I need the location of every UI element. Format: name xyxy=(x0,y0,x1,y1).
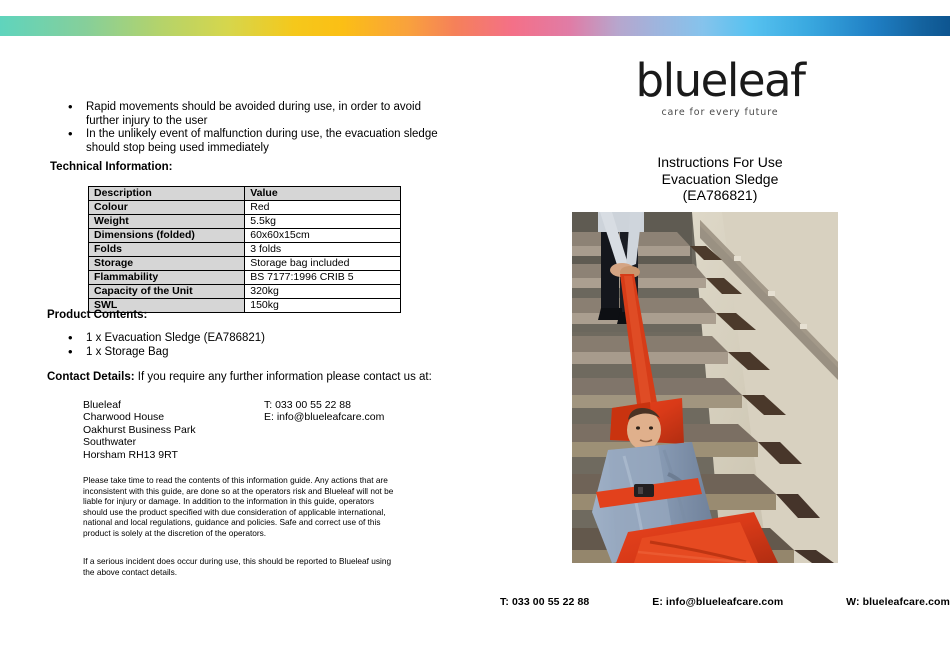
list-item xyxy=(50,128,450,155)
left-column xyxy=(0,0,470,672)
list-item xyxy=(50,101,450,128)
brand-logo-wordmark: blueleaf xyxy=(635,54,805,107)
cell-description: SWL xyxy=(89,299,245,313)
table-row xyxy=(89,271,401,285)
cell-description: Folds xyxy=(89,243,245,257)
cell-value: Red xyxy=(245,201,401,215)
brand-tagline: care for every future xyxy=(661,107,779,118)
technical-information-heading: Technical Information: xyxy=(50,161,173,173)
warnings-list xyxy=(50,101,450,155)
cell-description: Weight xyxy=(89,215,245,229)
cell-value: 320kg xyxy=(245,285,401,299)
warning-text: Rapid movements should be avoided during use, in order to avoid further injury to the user xyxy=(86,101,421,127)
page-title-line-2: Evacuation Sledge xyxy=(661,170,779,187)
cell-value: 3 folds xyxy=(245,243,401,257)
right-column xyxy=(470,0,950,672)
list-item xyxy=(50,332,430,346)
contact-phone-email-block xyxy=(264,399,384,424)
cell-description: Flammability xyxy=(89,271,245,285)
table-row xyxy=(89,257,401,271)
footer-website[interactable]: W: blueleafcare.com xyxy=(846,596,950,608)
cell-description: Colour xyxy=(89,201,245,215)
product-contents-text: 1 x Storage Bag xyxy=(86,345,169,358)
contact-details-intro: If you require any further information please contact us at: xyxy=(137,371,432,383)
page-title xyxy=(580,154,860,204)
cell-value: Storage bag included xyxy=(245,257,401,271)
contact-details-heading: Contact Details: xyxy=(47,371,135,383)
address-line: Blueleaf xyxy=(83,399,121,411)
cell-value: 5.5kg xyxy=(245,215,401,229)
product-contents-heading: Product Contents: xyxy=(47,309,148,321)
contact-address-block xyxy=(83,399,196,461)
address-line: Southwater xyxy=(83,436,137,449)
address-line: Charwood House xyxy=(83,411,165,424)
footer-email[interactable]: E: info@blueleafcare.com xyxy=(652,596,784,608)
footer-phone: T: 033 00 55 22 88 xyxy=(500,596,590,608)
cell-description: Storage xyxy=(89,257,245,271)
warning-text: In the unlikely event of malfunction during use, the evacuation sledge should stop being used immediately xyxy=(86,128,438,154)
cell-value: 150kg xyxy=(245,299,401,313)
address-line: Horsham RH13 9RT xyxy=(83,448,178,461)
table-row xyxy=(89,229,401,243)
product-contents-text: 1 x Evacuation Sledge (EA786821) xyxy=(86,332,266,344)
table-row xyxy=(89,215,401,229)
brand-logo xyxy=(625,54,815,118)
page-title-line-1: Instructions For Use xyxy=(657,154,783,170)
footer-contact-bar xyxy=(500,596,950,608)
technical-information-table xyxy=(88,186,401,313)
contact-phone: T: 033 00 55 22 88 xyxy=(264,399,351,411)
cell-description: Capacity of the Unit xyxy=(89,285,245,299)
address-line: Oakhurst Business Park xyxy=(83,423,196,436)
evacuation-sledge-photo xyxy=(572,212,838,563)
list-item xyxy=(50,346,430,360)
disclaimer-paragraph-1: Please take time to read the contents of this information guide. Any actions that are inconsistent with this guide, are done so at the operators risk and Blueleaf will not be liable for injury or damage. In addition to the information in this guide, operators should use the product specified with due consideration of applicable international, national and local regulations, guidance and policies. Safe and correct use of this product is solely at the discretion of the operators. xyxy=(83,475,394,538)
contact-email[interactable]: E: info@blueleafcare.com xyxy=(264,411,385,424)
cell-value: BS 7177:1996 CRIB 5 xyxy=(245,271,401,285)
table-row xyxy=(89,201,401,215)
page-title-line-3: (EA786821) xyxy=(682,187,758,203)
table-row xyxy=(89,285,401,299)
photo-illustration xyxy=(572,212,838,563)
cell-description: Dimensions (folded) xyxy=(89,229,245,243)
contact-details-heading-row xyxy=(47,370,467,384)
column-header-description: Description xyxy=(89,187,245,201)
disclaimer-paragraph-2: If a serious incident does occur during use, this should be reported to Blueleaf using the above contact details. xyxy=(83,556,392,577)
cell-value: 60x60x15cm xyxy=(245,229,401,243)
table-header-row xyxy=(89,187,401,201)
product-contents-list xyxy=(50,332,430,359)
column-header-value: Value xyxy=(245,187,401,201)
table-row xyxy=(89,243,401,257)
